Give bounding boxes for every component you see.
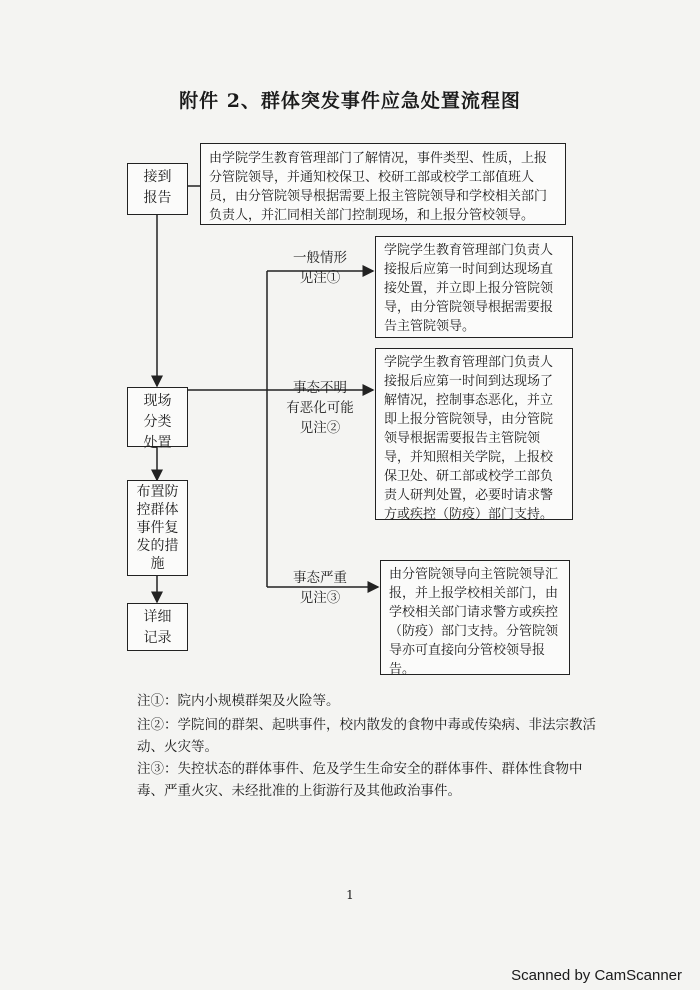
branch-2-label-line-1: 事态不明 (293, 380, 347, 396)
note-3: 注③：失控状态的群体事件、危及学生生命安全的群体事件、群体性食物中毒、严重火灾、未经批准的上街游行及其他政治事件。 (137, 761, 583, 799)
classify-box (127, 387, 188, 451)
branch-2-label-line-2: 有恶化可能 (286, 400, 354, 416)
record-box (127, 603, 188, 651)
branch-box-serious (380, 560, 570, 675)
branch-3-label-line-1: 事态严重 (293, 570, 347, 586)
page-title: 附件 2、群体突发事件应急处置流程图 (179, 90, 521, 112)
branch-label-unclear (272, 378, 368, 438)
classify-line-1: 现场 (143, 393, 172, 409)
classify-line-2: 分类 (143, 414, 172, 430)
receive-description-text: 由学院学生教育管理部门了解情况，事件类型、性质，上报分管院领导，并通知校保卫、校研工部或校学工部值班人员，由分管院领导根据需要上报主管院领导和学校相关部门负责人，并汇同相关部门控制现场，和上报分管校领导。 (209, 151, 548, 223)
branch-2-label-line-3: 见注② (299, 420, 341, 436)
branch-1-text: 学院学生教育管理部门负责人接报后应第一时间到达现场直接处置，并立即上报分管院领导，由分管院领导根据需要报告主管院领导。 (384, 243, 554, 334)
prevent-line-5: 施 (150, 556, 165, 572)
prevent-line-2: 控群体 (136, 502, 179, 518)
prevent-line-1: 布置防 (136, 484, 179, 500)
record-line-2: 记录 (143, 630, 172, 646)
scanner-watermark: Scanned by CamScanner (511, 967, 682, 984)
branch-1-label-line-2: 见注① (299, 270, 341, 286)
classify-line-3: 处置 (143, 435, 172, 451)
branch-box-general (375, 236, 573, 338)
branch-label-general (280, 248, 360, 288)
branch-2-text: 学院学生教育管理部门负责人接报后应第一时间到达现场了解情况，控制事态恶化，并立即上报分管院领导，由分管院领导根据需要报告主管院领导，并知照相关学院，上报校保卫处、研工部或校学工部负责人研判处置，必要时请求警方或疾控（防疫）部门支持。 (384, 355, 554, 522)
page-number: 1 (346, 888, 354, 902)
branch-label-serious (280, 568, 360, 608)
receive-description-box (200, 143, 566, 225)
record-line-1: 详细 (143, 609, 172, 625)
branch-box-unclear (375, 348, 573, 520)
prevent-measures-box (127, 480, 188, 576)
branch-3-text: 由分管院领导向主管院领导汇报，并上报学校相关部门，由学校相关部门请求警方或疾控（防疫）部门支持。分管院领导亦可直接向分管校领导报告。 (389, 567, 559, 677)
prevent-line-4: 发的措 (136, 538, 179, 554)
prevent-line-3: 事件复 (136, 520, 179, 536)
receive-report-box (127, 163, 188, 215)
receive-line-2: 报告 (143, 190, 172, 206)
branch-3-label-line-2: 见注③ (299, 590, 341, 606)
note-1: 注①：院内小规模群架及火险等。 (137, 693, 340, 709)
note-2: 注②：学院间的群架、起哄事件，校内散发的食物中毒或传染病、非法宗教活动、火灾等。 (137, 717, 596, 755)
receive-line-1: 接到 (143, 169, 172, 185)
branch-1-label-line-1: 一般情形 (293, 250, 347, 266)
